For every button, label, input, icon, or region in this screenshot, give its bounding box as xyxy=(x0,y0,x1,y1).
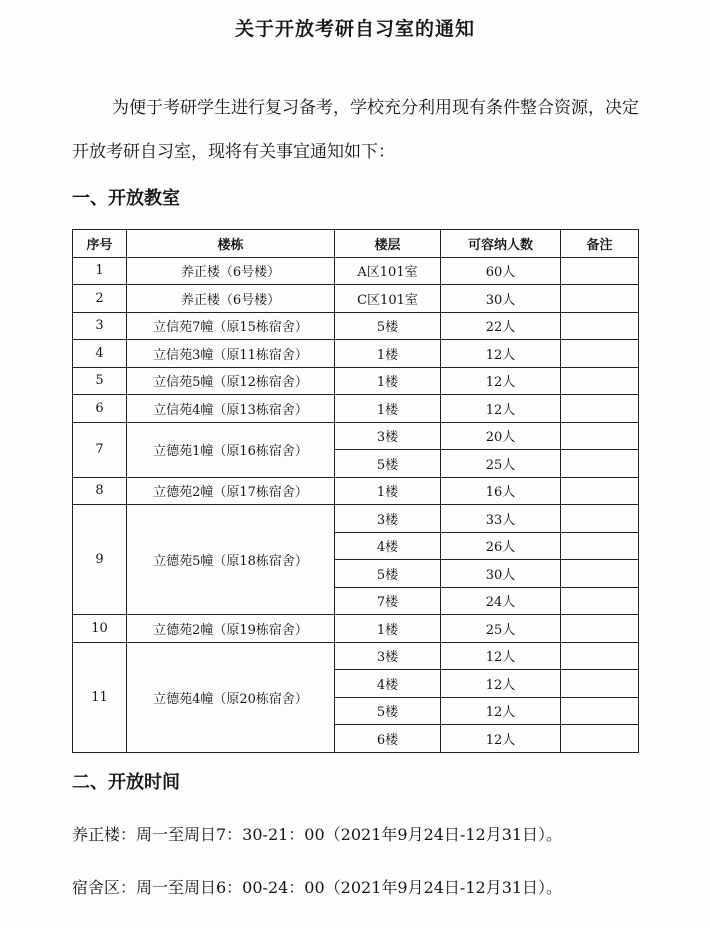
cell-remarks xyxy=(561,505,639,533)
cell-remarks xyxy=(561,587,639,615)
cell-no: 10 xyxy=(73,615,127,643)
table-row xyxy=(73,312,639,340)
table-row xyxy=(73,257,639,285)
cell-floor: 5楼 xyxy=(335,560,441,588)
table-row xyxy=(73,285,639,313)
cell-capacity: 30人 xyxy=(441,285,561,313)
cell-floor: 1楼 xyxy=(335,367,441,395)
cell-remarks xyxy=(561,532,639,560)
cell-no: 1 xyxy=(73,257,127,285)
cell-capacity: 33人 xyxy=(441,505,561,533)
cell-floor: 6楼 xyxy=(335,725,441,753)
cell-no: 3 xyxy=(73,312,127,340)
cell-floor: 3楼 xyxy=(335,505,441,533)
rooms-table xyxy=(72,229,639,753)
cell-building: 立信苑3幢（原11栋宿舍） xyxy=(127,340,335,368)
rooms-table-body xyxy=(73,257,639,752)
cell-floor: 1楼 xyxy=(335,615,441,643)
cell-remarks xyxy=(561,697,639,725)
cell-capacity: 60人 xyxy=(441,257,561,285)
cell-building: 立信苑4幢（原13栋宿舍） xyxy=(127,395,335,423)
header-floor: 楼层 xyxy=(335,230,441,258)
cell-floor: 4楼 xyxy=(335,670,441,698)
cell-remarks xyxy=(561,367,639,395)
cell-remarks xyxy=(561,450,639,478)
cell-remarks xyxy=(561,312,639,340)
cell-floor: 5楼 xyxy=(335,450,441,478)
table-row xyxy=(73,395,639,423)
cell-no: 2 xyxy=(73,285,127,313)
cell-remarks xyxy=(561,395,639,423)
cell-remarks xyxy=(561,285,639,313)
cell-remarks xyxy=(561,257,639,285)
cell-building: 立德苑1幢（原16栋宿舍） xyxy=(127,422,335,477)
cell-building: 养正楼（6号楼） xyxy=(127,257,335,285)
cell-capacity: 20人 xyxy=(441,422,561,450)
cell-no: 5 xyxy=(73,367,127,395)
cell-capacity: 16人 xyxy=(441,477,561,505)
cell-capacity: 26人 xyxy=(441,532,561,560)
cell-no: 7 xyxy=(73,422,127,477)
cell-floor: A区101室 xyxy=(335,257,441,285)
cell-remarks xyxy=(561,560,639,588)
cell-building: 立德苑5幢（原18栋宿舍） xyxy=(127,505,335,615)
cell-building: 立德苑2幢（原19栋宿舍） xyxy=(127,615,335,643)
cell-capacity: 12人 xyxy=(441,340,561,368)
cell-no: 11 xyxy=(73,642,127,752)
header-building: 楼栋 xyxy=(127,230,335,258)
cell-no: 4 xyxy=(73,340,127,368)
cell-no: 9 xyxy=(73,505,127,615)
cell-remarks xyxy=(561,670,639,698)
cell-no: 8 xyxy=(73,477,127,505)
header-capacity: 可容纳人数 xyxy=(441,230,561,258)
cell-capacity: 22人 xyxy=(441,312,561,340)
table-row xyxy=(73,642,639,670)
cell-capacity: 24人 xyxy=(441,587,561,615)
cell-capacity: 12人 xyxy=(441,395,561,423)
table-row xyxy=(73,505,639,533)
cell-remarks xyxy=(561,642,639,670)
cell-remarks xyxy=(561,340,639,368)
cell-remarks xyxy=(561,725,639,753)
cell-capacity: 25人 xyxy=(441,450,561,478)
section-heading-hours: 二、开放时间 xyxy=(72,772,180,793)
cell-capacity: 30人 xyxy=(441,560,561,588)
cell-remarks xyxy=(561,615,639,643)
cell-capacity: 12人 xyxy=(441,670,561,698)
cell-capacity: 25人 xyxy=(441,615,561,643)
cell-no: 6 xyxy=(73,395,127,423)
cell-remarks xyxy=(561,422,639,450)
hours-yangzheng: 养正楼：周一至周日7：30-21：00（2021年9月24日-12月31日）。 xyxy=(72,825,563,844)
cell-building: 立德苑4幢（原20栋宿舍） xyxy=(127,642,335,752)
table-row xyxy=(73,367,639,395)
cell-floor: 1楼 xyxy=(335,340,441,368)
cell-floor: 1楼 xyxy=(335,477,441,505)
header-no: 序号 xyxy=(73,230,127,258)
table-header-row xyxy=(73,230,639,258)
intro-paragraph: 为便于考研学生进行复习备考，学校充分利用现有条件整合资源，决定开放考研自习室，现将有关事宜通知如下： xyxy=(72,98,639,162)
table-row xyxy=(73,615,639,643)
cell-building: 立信苑7幢（原15栋宿舍） xyxy=(127,312,335,340)
table-row xyxy=(73,340,639,368)
cell-floor: 4楼 xyxy=(335,532,441,560)
table-row xyxy=(73,422,639,450)
cell-floor: C区101室 xyxy=(335,285,441,313)
page-title: 关于开放考研自习室的通知 xyxy=(234,18,475,40)
cell-floor: 5楼 xyxy=(335,312,441,340)
cell-floor: 5楼 xyxy=(335,697,441,725)
cell-capacity: 12人 xyxy=(441,725,561,753)
cell-capacity: 12人 xyxy=(441,367,561,395)
cell-capacity: 12人 xyxy=(441,697,561,725)
cell-remarks xyxy=(561,477,639,505)
cell-capacity: 12人 xyxy=(441,642,561,670)
cell-building: 立信苑5幢（原12栋宿舍） xyxy=(127,367,335,395)
cell-floor: 7楼 xyxy=(335,587,441,615)
cell-building: 养正楼（6号楼） xyxy=(127,285,335,313)
cell-floor: 3楼 xyxy=(335,422,441,450)
cell-building: 立德苑2幢（原17栋宿舍） xyxy=(127,477,335,505)
cell-floor: 1楼 xyxy=(335,395,441,423)
table-row xyxy=(73,477,639,505)
cell-floor: 3楼 xyxy=(335,642,441,670)
section-heading-rooms: 一、开放教室 xyxy=(72,188,180,209)
header-remarks: 备注 xyxy=(561,230,639,258)
hours-dormitory: 宿舍区：周一至周日6：00-24：00（2021年9月24日-12月31日）。 xyxy=(72,878,563,897)
